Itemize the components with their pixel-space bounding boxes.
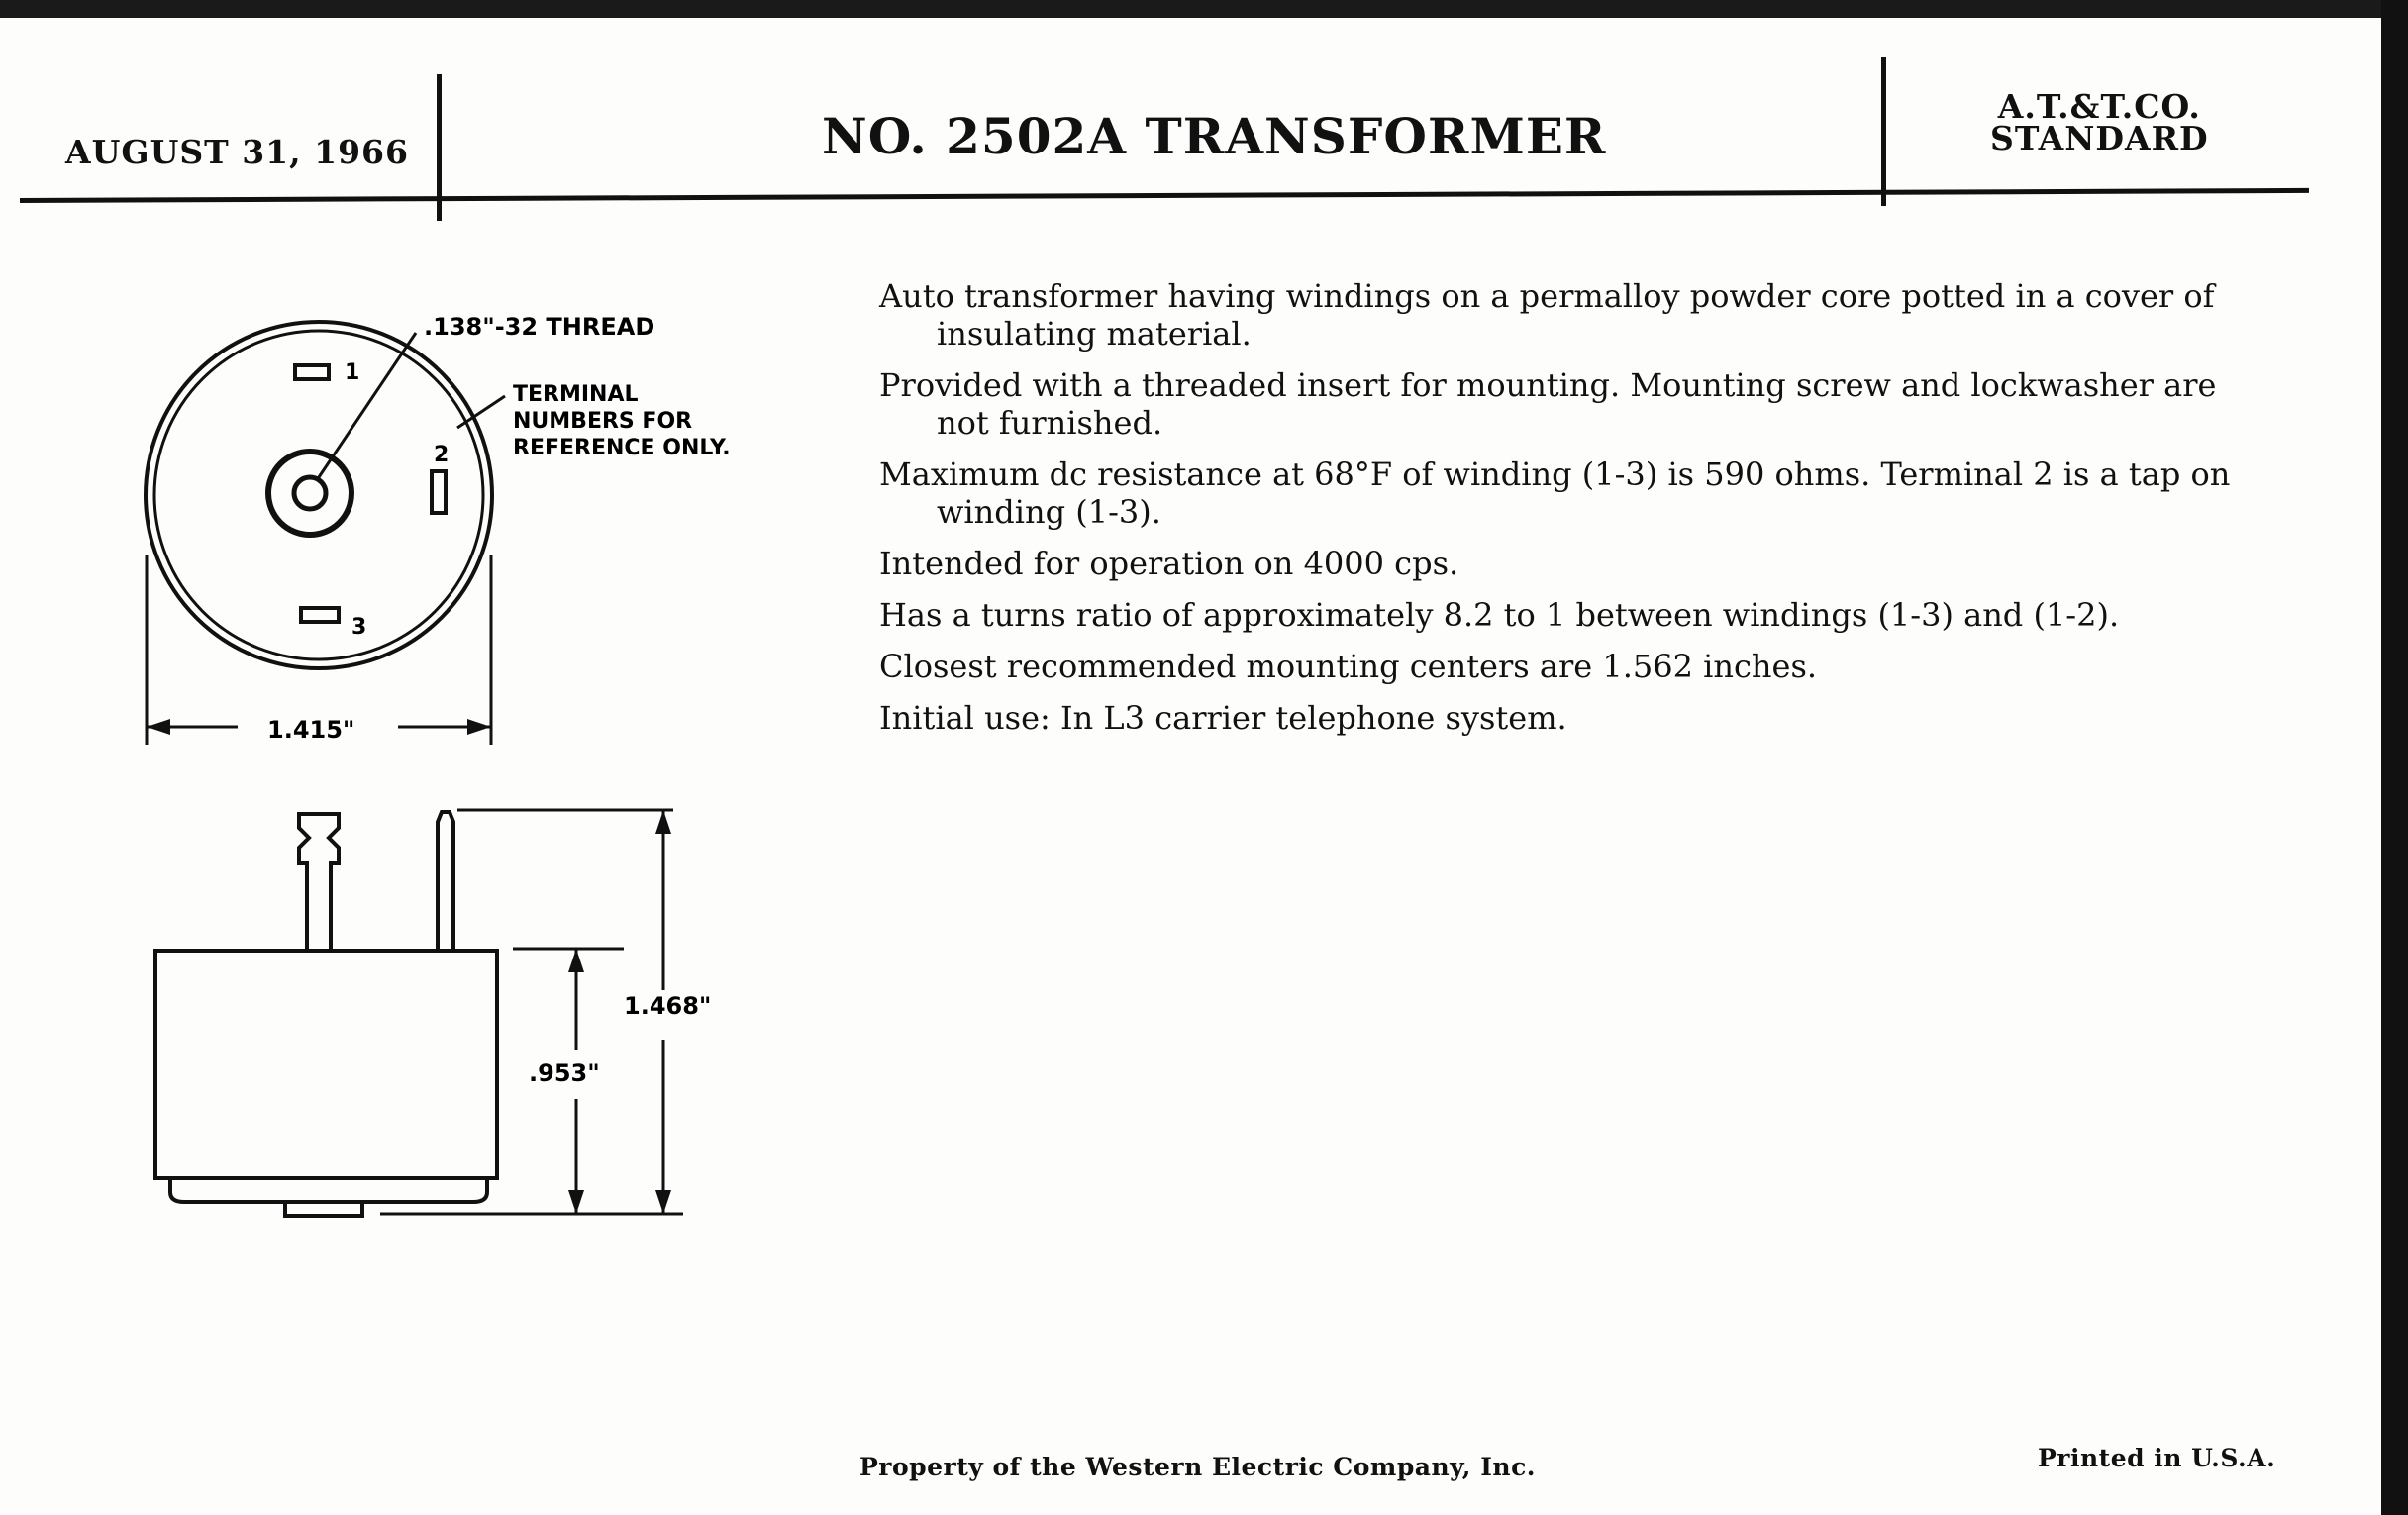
description-para: Initial use: In L3 carrier telephone system.: [879, 699, 1567, 737]
total-height-label: 1.468": [624, 992, 712, 1020]
terminal-3-slot: [301, 608, 339, 622]
terminal-note-2: NUMBERS FOR: [513, 409, 693, 434]
base-insert: [285, 1202, 362, 1216]
thread-label: .138"-32 THREAD: [424, 313, 655, 341]
terminal-3-label: 3: [351, 615, 367, 640]
total-arrow-top: [655, 810, 671, 834]
body-base: [170, 1178, 487, 1202]
terminal-2-label: 2: [434, 443, 450, 467]
terminal-1-slot: [295, 365, 329, 379]
description-para: Has a turns ratio of approximately 8.2 to 1 between windings (1-3) and (1-2).: [879, 596, 2120, 634]
standard-mark: [1990, 87, 2209, 157]
terminal-note-3: REFERENCE ONLY.: [513, 436, 731, 460]
outer-rim: [146, 322, 492, 668]
description-para: Provided with a threaded insert for mounting. Mounting screw and lockwasher are not furnished.: [879, 366, 2217, 442]
body-arrow-bottom: [568, 1190, 584, 1214]
terminal-2-slot: [432, 471, 446, 513]
description-para: Maximum dc resistance at 68°F of winding (1-3) is 590 ohms. Terminal 2 is a tap on winding (1-3).: [879, 455, 2231, 531]
terminal-lug-right: [438, 812, 453, 951]
header-date: AUGUST 31, 1966: [65, 133, 409, 171]
terminal-1-label: 1: [345, 360, 360, 385]
body-height-label: .953": [529, 1060, 600, 1087]
transformer-body: [155, 951, 497, 1178]
description-block: [879, 277, 2265, 751]
transformer-drawing: [0, 0, 852, 1287]
threaded-insert-outer: [268, 452, 351, 535]
page-title: NO. 2502A TRANSFORMER: [822, 107, 1607, 165]
standard-line-2: STANDARD: [1990, 119, 2209, 157]
standard-line-1: A.T.&T.CO.: [1997, 87, 2201, 126]
top-view: [146, 322, 505, 745]
header-divider-right: [1881, 57, 1886, 206]
terminal-lug-left: [299, 814, 339, 951]
footer-printed: Printed in U.S.A.: [2038, 1444, 2276, 1472]
diameter-arrow-right: [467, 719, 491, 735]
scan-edge: [2381, 0, 2408, 1515]
diameter-arrow-left: [147, 719, 170, 735]
total-arrow-bottom: [655, 1190, 671, 1214]
body-arrow-top: [568, 949, 584, 972]
side-view: [155, 810, 683, 1216]
diameter-dim-label: 1.415": [267, 716, 355, 744]
description-para: Auto transformer having windings on a permalloy powder core potted in a cover of insulating material.: [879, 277, 2215, 353]
threaded-insert-inner: [294, 477, 326, 509]
description-para: Closest recommended mounting centers are 1.562 inches.: [879, 648, 1818, 685]
description-para: Intended for operation on 4000 cps.: [879, 545, 1459, 582]
footer-property: Property of the Western Electric Company, Inc.: [859, 1453, 1537, 1481]
thread-leader: [319, 333, 416, 477]
terminal-note-1: TERMINAL: [513, 382, 639, 407]
